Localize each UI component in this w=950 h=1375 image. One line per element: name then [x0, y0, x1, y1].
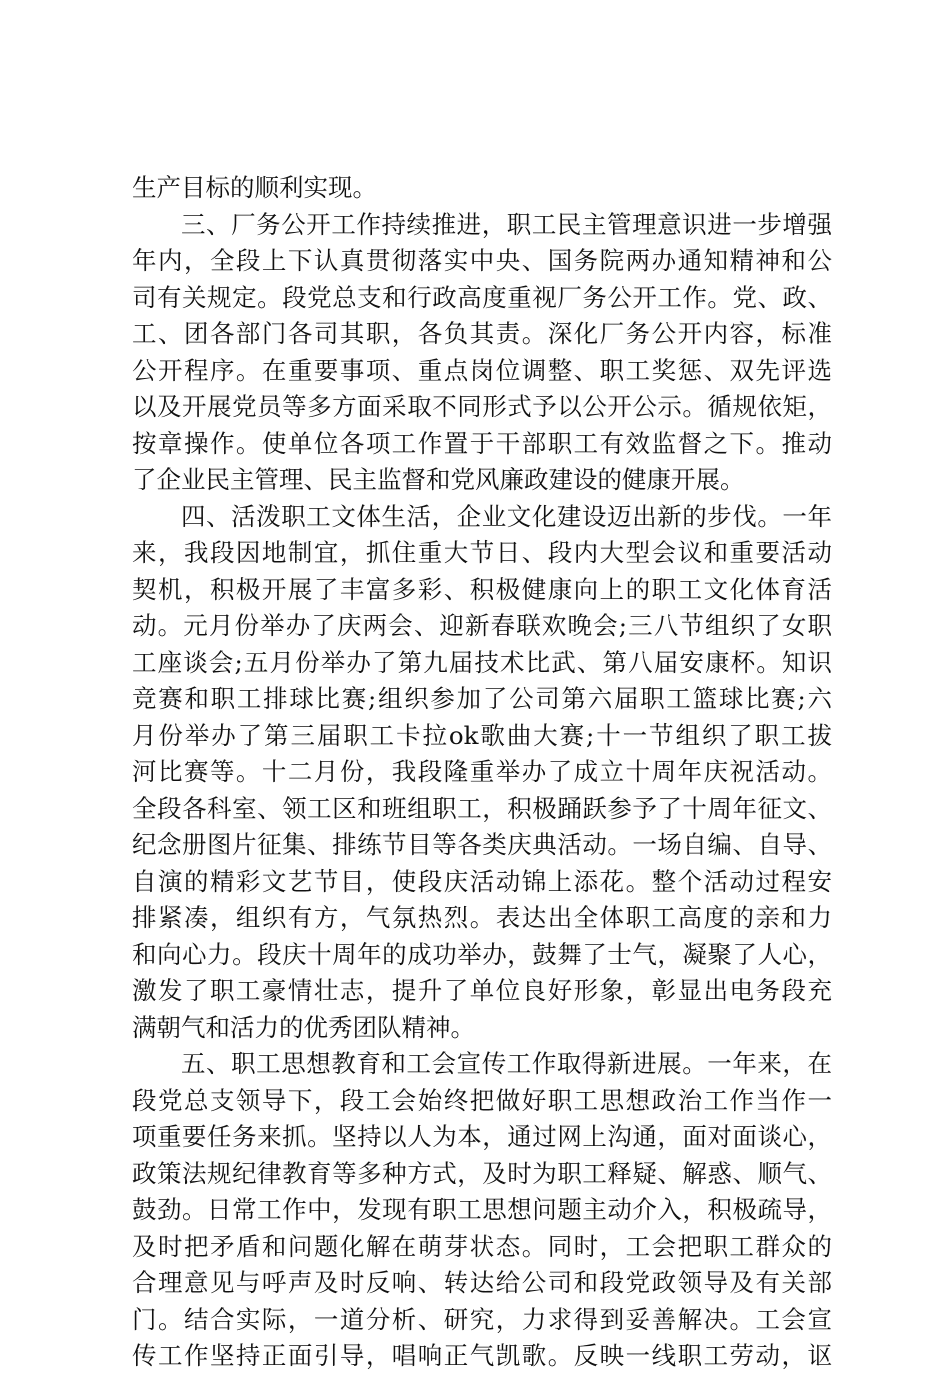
text-line: 工、团各部门各司其职，各负其责。深化厂务公开内容，标准 — [132, 319, 832, 348]
text-line: 四、活泼职工文体生活，企业文化建设迈出新的步伐。一年 — [181, 501, 832, 531]
text-line: 满朝气和活力的优秀团队精神。 — [132, 1012, 475, 1042]
text-line: 三、厂务公开工作持续推进，职工民主管理意识进一步增强 — [181, 209, 832, 239]
text-line: 工座谈会;五月份举办了第九届技术比武、第八届安康杯。知识 — [132, 647, 832, 677]
text-line: 司有关规定。段党总支和行政高度重视厂务公开工作。党、政、 — [132, 282, 832, 312]
text-line: 五、职工思想教育和工会宣传工作取得新进展。一年来，在 — [181, 1049, 832, 1078]
text-line: 鼓劲。日常工作中，发现有职工思想问题主动介入，积极疏导， — [132, 1195, 832, 1224]
text-line: 年内，全段上下认真贯彻落实中央、国务院两办通知精神和公 — [132, 246, 832, 275]
document-page — [132, 170, 832, 1375]
text-line: 动。元月份举办了庆两会、迎新春联欢晚会;三八节组织了女职 — [132, 611, 832, 640]
text-line: 按章操作。使单位各项工作置于干部职工有效监督之下。推动 — [132, 428, 832, 458]
text-line: 和向心力。段庆十周年的成功举办，鼓舞了士气，凝聚了人心， — [132, 939, 832, 969]
text-line: 公开程序。在重要事项、重点岗位调整、职工奖惩、双先评选 — [132, 355, 832, 385]
text-line: 来，我段因地制宜，抓住重大节日、段内大型会议和重要活动 — [132, 538, 832, 567]
text-line: 契机，积极开展了丰富多彩、积极健康向上的职工文化体育活 — [132, 574, 832, 604]
text-line: 以及开展党员等多方面采取不同形式予以公开公示。循规依矩， — [132, 392, 832, 421]
text-line: 门。结合实际，一道分析、研究，力求得到妥善解决。工会宣 — [132, 1304, 832, 1334]
text-line: 竞赛和职工排球比赛;组织参加了公司第六届职工篮球比赛;六 — [132, 684, 832, 713]
text-line: 月份举办了第三届职工卡拉ok歌曲大赛;十一节组织了职工拔 — [132, 720, 832, 750]
text-line: 生产目标的顺利实现。 — [132, 173, 377, 202]
text-line: 及时把矛盾和问题化解在萌芽状态。同时，工会把职工群众的 — [132, 1231, 832, 1261]
text-line: 河比赛等。十二月份，我段隆重举办了成立十周年庆祝活动。 — [132, 757, 832, 786]
text-line: 排紧凑，组织有方，气氛热烈。表达出全体职工高度的亲和力 — [132, 903, 832, 932]
text-line: 传工作坚持正面引导，唱响正气凯歌。反映一线职工劳动，讴 — [132, 1341, 832, 1370]
text-line: 段党总支领导下，段工会始终把做好职工思想政治工作当作一 — [132, 1085, 832, 1115]
text-line: 纪念册图片征集、排练节目等各类庆典活动。一场自编、自导、 — [132, 830, 832, 859]
text-line: 激发了职工豪情壮志，提升了单位良好形象，彰显出电务段充 — [132, 976, 832, 1005]
text-line: 项重要任务来抓。坚持以人为本，通过网上沟通，面对面谈心， — [132, 1122, 832, 1151]
text-line: 全段各科室、领工区和班组职工，积极踊跃参予了十周年征文、 — [132, 793, 832, 823]
text-line: 了企业民主管理、民主监督和党风廉政建设的健康开展。 — [132, 465, 745, 494]
text-line: 合理意见与呼声及时反响、转达给公司和段党政领导及有关部 — [132, 1268, 832, 1297]
text-line: 自演的精彩文艺节目，使段庆活动锦上添花。整个活动过程安 — [132, 866, 832, 896]
text-line: 政策法规纪律教育等多种方式，及时为职工释疑、解惑、顺气、 — [132, 1158, 832, 1188]
